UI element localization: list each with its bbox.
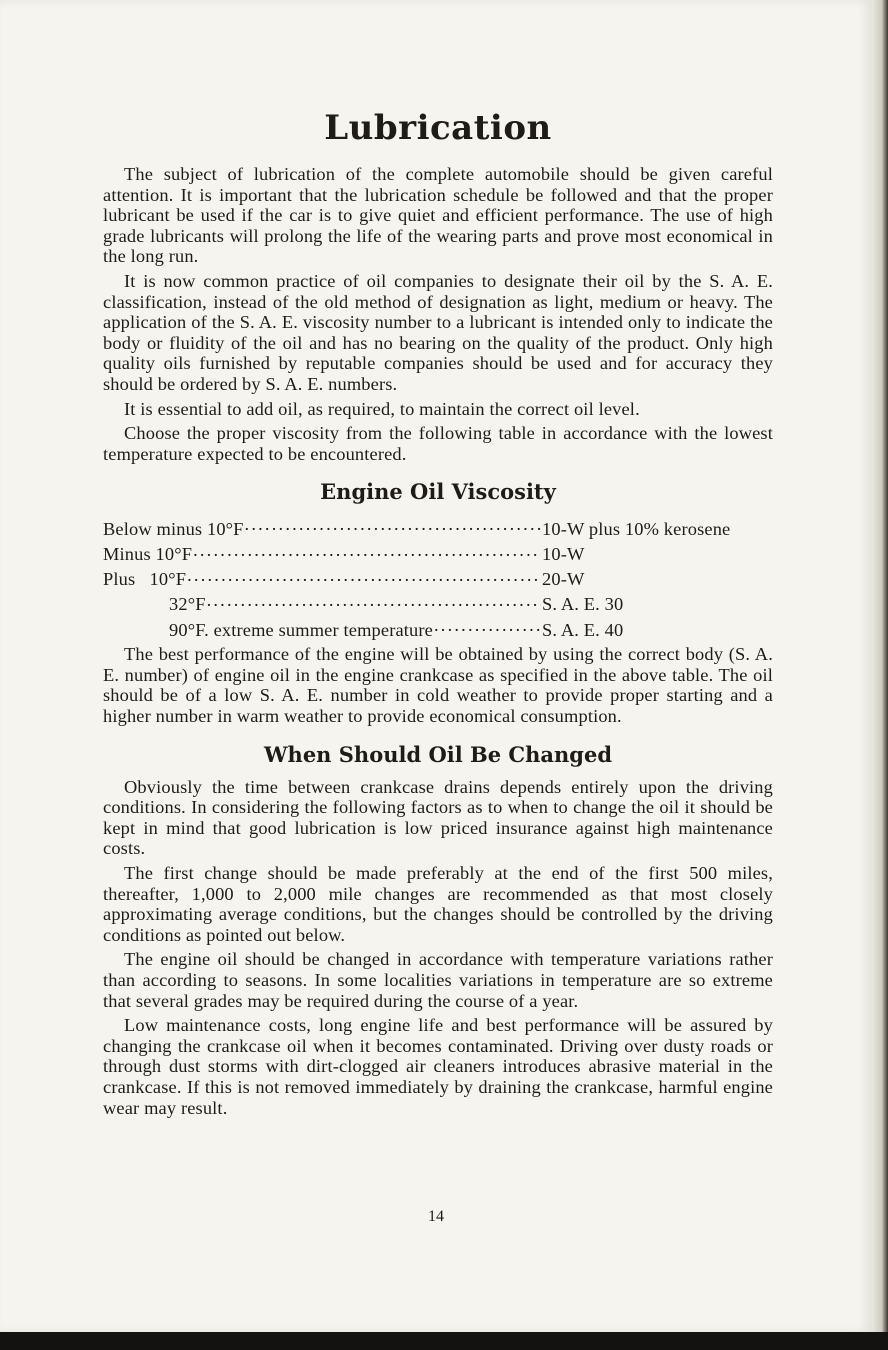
leader-dots xyxy=(245,514,541,535)
viscosity-grade: 10-W xyxy=(542,544,585,565)
viscosity-grade: S. A. E. 30 xyxy=(542,594,624,615)
viscosity-temperature: Below minus 10°F xyxy=(103,518,244,539)
intro-paragraph: It is essential to add oil, as required, to maintain the correct oil level. xyxy=(124,398,640,419)
viscosity-heading: Engine Oil Viscosity xyxy=(320,479,556,505)
page-edge xyxy=(872,0,888,1332)
viscosity-grade: S. A. E. 40 xyxy=(542,619,624,640)
leader-dots xyxy=(193,540,541,561)
oil-change-paragraph: Obviously the time between crankcase drains depends entirely upon the driving conditions. In considering the following factors as to when to change the oil it should be kept in mind that good lubrication is low priced insurance against high maintenance costs. xyxy=(103,776,773,859)
viscosity-temperature: 32°F xyxy=(169,594,206,615)
oil-change-paragraph: The first change should be made preferably at the end of the first 500 miles, thereafter, 1,000 to 2,000 mile changes are recommended as that most closely approximating average conditions, but the changes should be controlled by the driving conditions as pointed out below. xyxy=(103,863,773,945)
page-bottom-shadow xyxy=(0,1332,888,1350)
viscosity-row xyxy=(103,514,773,539)
intro-paragraph: It is now common practice of oil companies to designate their oil by the S. A. E. classification, instead of the old method of designation as light, medium or heavy. The application of the S. A. E. viscosity number to a lubricant is intended only to indicate the body or fluidity of the oil and has no bearing on the quality of the product. Only high quality oils furnished by reputable companies should be used and for accuracy they should be ordered by S. A. E. numbers. xyxy=(103,270,773,394)
viscosity-temperature: Plus 10°F xyxy=(103,569,187,590)
viscosity-grade: 10-W plus 10% kerosene xyxy=(542,518,731,539)
intro-paragraph: Choose the proper viscosity from the following table in accordance with the lowest temperature expected to be encountered. xyxy=(103,423,773,464)
viscosity-row xyxy=(103,590,773,615)
leader-dots xyxy=(434,615,541,636)
oil-change-paragraph: The engine oil should be changed in accordance with temperature variations rather than according to seasons. In some localities variations in temperature are so extreme that several grades may be required during the course of a year. xyxy=(103,949,773,1011)
viscosity-temperature: Minus 10°F xyxy=(103,544,193,565)
leader-dots xyxy=(187,565,541,586)
page-title: Lubrication xyxy=(324,108,552,148)
page-content xyxy=(103,100,773,1122)
viscosity-row xyxy=(103,565,773,590)
viscosity-table xyxy=(103,514,773,640)
viscosity-temperature: 90°F. extreme summer temperature xyxy=(169,619,433,640)
viscosity-row xyxy=(103,615,773,640)
page-number: 14 xyxy=(428,1208,444,1225)
viscosity-grade: 20-W xyxy=(542,569,585,590)
oil-change-paragraph: Low maintenance costs, long engine life and best performance will be assured by changing the crankcase oil when it becomes contaminated. Driving over dusty roads or through dust storms with dirt-clogged air cleaners introduces abrasive material in the crankcase. If this is not removed immediately by draining the crankcase, harmful engine wear may result. xyxy=(103,1015,773,1118)
oil-change-heading: When Should Oil Be Changed xyxy=(263,741,613,767)
leader-dots xyxy=(207,590,541,611)
intro-paragraph: The subject of lubrication of the complete automobile should be given careful attention. It is important that the lubrication schedule be followed and that the proper lubricant be used if the car is to give quiet and efficient performance. The use of high grade lubricants will prolong the life of the wearing parts and prove most economical in the long run. xyxy=(103,164,773,267)
viscosity-note: The best performance of the engine will be obtained by using the correct body (S. A. E. number) of engine oil in the engine crankcase as specified in the above table. The oil should be of a low S. A. E. number in cold weather to provide proper starting and a higher number in warm weather to provide economical consumption. xyxy=(103,644,773,727)
viscosity-row xyxy=(103,540,773,565)
